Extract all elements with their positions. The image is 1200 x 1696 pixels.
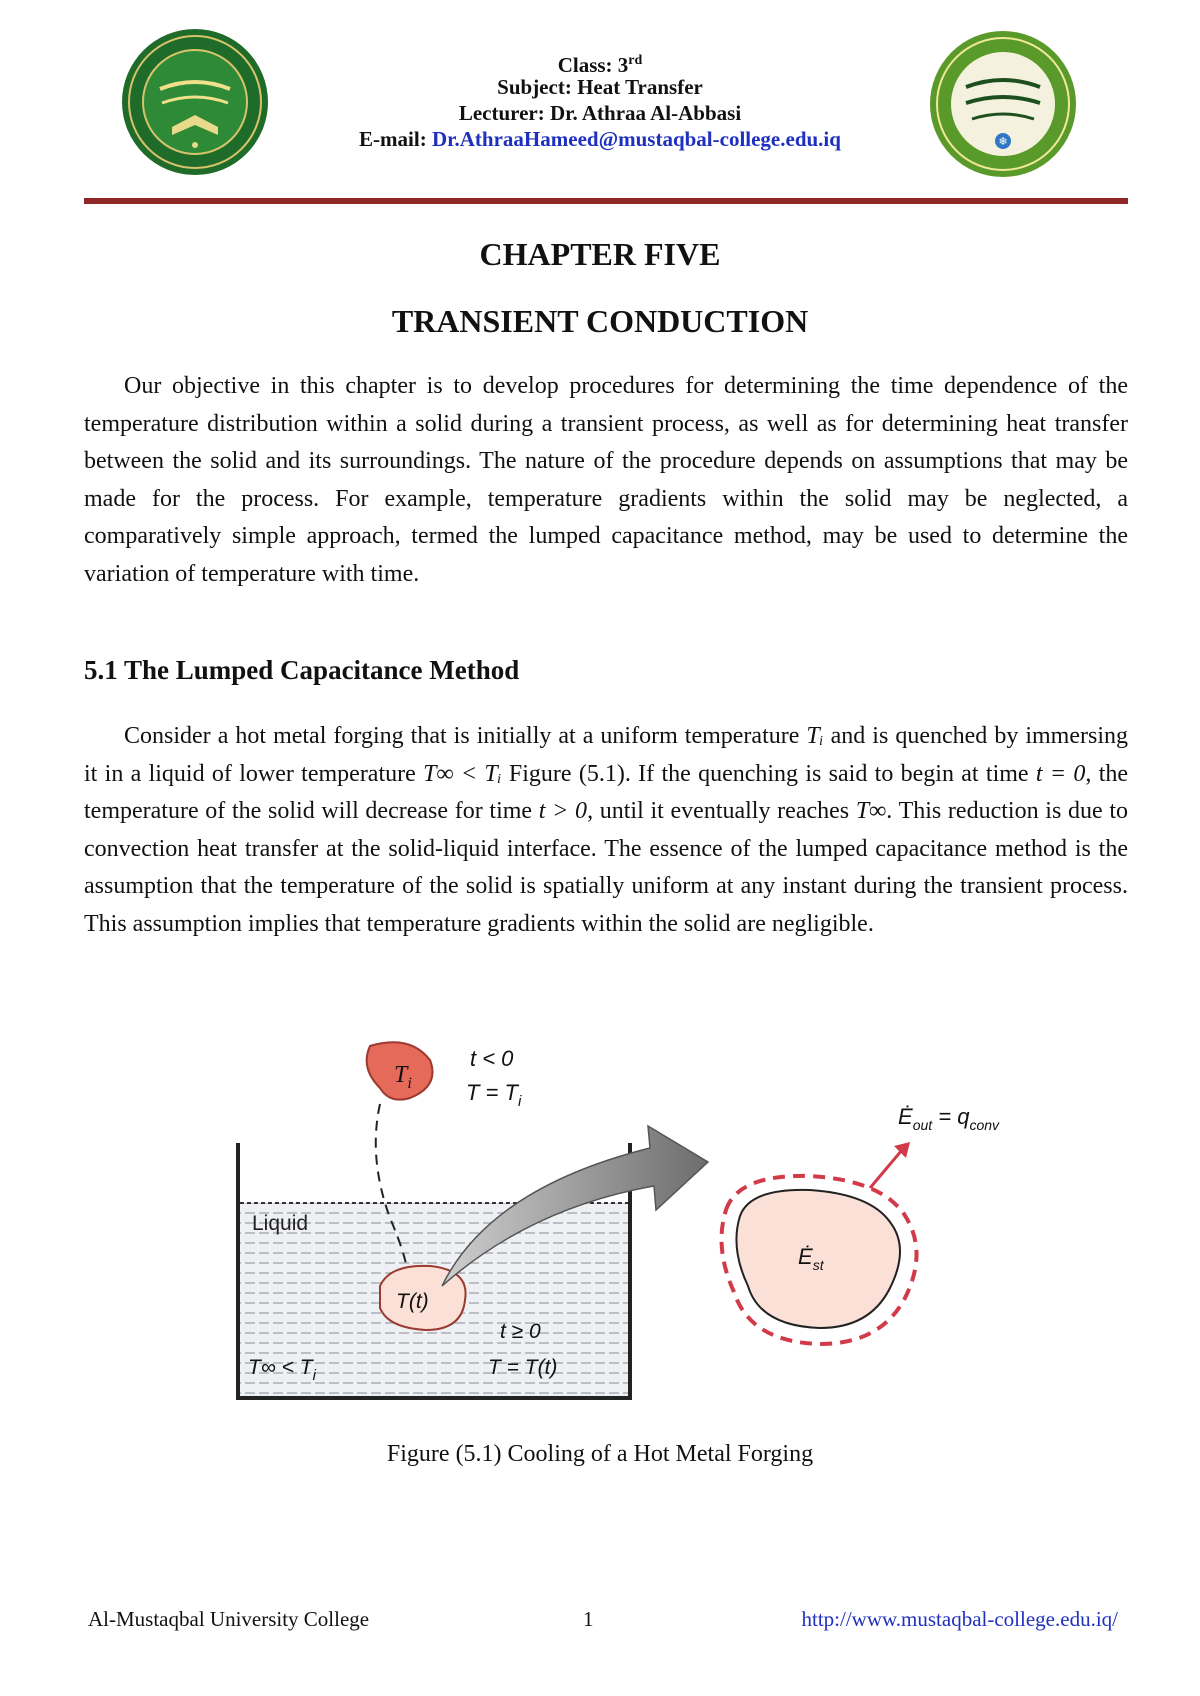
blob-tt-label: T(t) xyxy=(396,1290,429,1313)
svg-text:❄: ❄ xyxy=(998,135,1008,148)
header-divider xyxy=(84,198,1128,204)
chapter-number: CHAPTER FIVE xyxy=(479,236,721,272)
email-link[interactable]: Dr.AthraaHameed@mustaqbal-college.edu.iq xyxy=(431,127,841,151)
energy-out-arrow xyxy=(870,1150,902,1188)
t-equals-tt: T = T(t) xyxy=(488,1356,558,1379)
t-less-zero: t < 0 xyxy=(470,1046,514,1071)
intro-paragraph: Our objective in this chapter is to develop procedures for determining the time dependence of the temperature distribution within a solid during a transient process, as well as for determining heat transfer between the solid and its surroundings. The nature of the procedure depends on assumptions that may be made for the process. For example, temperature gradients within the solid may be neglected, a comparatively simple approach, termed the lumped capacitance method, may be used to determine the variation of temperature with time. xyxy=(84,373,1128,587)
section-heading: 5.1 The Lumped Capacitance Method xyxy=(84,655,520,685)
energy-stored-label: $Ė_{st}$ xyxy=(798,1244,824,1273)
footer-college: Al-Mustaqbal University College xyxy=(88,1607,370,1631)
figure-caption: Figure (5.1) Cooling of a Hot Metal Forging xyxy=(386,1441,814,1467)
energy-out-label: $Ė_{out} = q_{conv}$ xyxy=(898,1104,1000,1133)
footer-url-link[interactable]: http://www.mustaqbal-college.edu.iq/ xyxy=(801,1607,1118,1631)
chapter-title: TRANSIENT CONDUCTION xyxy=(391,303,809,339)
email-line: E-mail: Dr.AthraaHameed@mustaqbal-college.edu.iq xyxy=(359,127,841,151)
blob-ti-label: $T_i$ xyxy=(394,1062,412,1092)
subject-line: Subject: Heat Transfer xyxy=(497,75,703,99)
t-ge-zero: t ≥ 0 xyxy=(500,1320,541,1343)
footer-page-number: 1 xyxy=(583,1607,594,1631)
tinf-less-ti: $T\infty < T_i$ xyxy=(248,1356,316,1384)
class-line: Class: 3rd xyxy=(557,53,643,77)
t-equals-ti: $T = T_i$ xyxy=(466,1080,522,1110)
header-info xyxy=(0,48,1200,152)
figure-cooling-forging xyxy=(230,1038,1050,1438)
liquid-label: Liquid xyxy=(252,1212,309,1235)
section-paragraph: Consider a hot metal forging that is initially at a uniform temperature Tᵢ and is quenched by immersing it in a liquid of lower temperature T∞ < Tᵢ Figure (5.1). If the quenching is said to begin at time t = 0, the temperature of the solid will decrease for time t > 0, until it eventually reaches T∞. This reduction is due to convection heat transfer at the solid-liquid interface. The essence of the lumped capacitance method is the assumption that the temperature of the solid is spatially uniform at any instant during the transient process. This assumption implies that temperature gradients within the solid are negligible. xyxy=(84,723,1129,937)
lecturer-line: Lecturer: Dr. Athraa Al-Abbasi xyxy=(458,101,742,125)
